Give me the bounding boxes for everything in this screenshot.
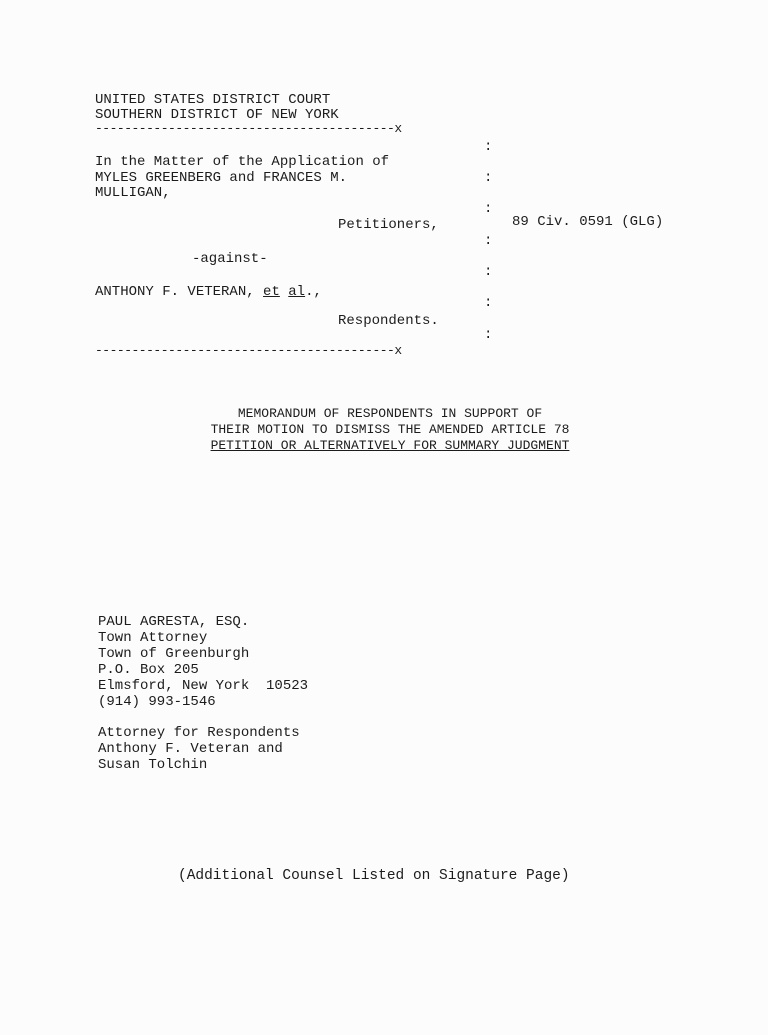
- al-italic: al: [288, 284, 306, 300]
- caption-colon: :: [484, 170, 493, 186]
- caption-colon: :: [484, 201, 493, 217]
- respondent-name: ANTHONY F. VETERAN,: [95, 284, 255, 300]
- caption-colon: :: [484, 327, 493, 343]
- counsel-office: Town of Greenburgh: [98, 646, 250, 662]
- memo-title-line-2: THEIR MOTION TO DISMISS THE AMENDED ARTICLE 78: [210, 422, 570, 437]
- matter-line-2: MYLES GREENBERG and FRANCES M.: [95, 170, 348, 186]
- caption-colon: :: [484, 233, 493, 249]
- respondents-label: Respondents.: [338, 313, 439, 329]
- caption-colon: :: [484, 139, 493, 155]
- court-name: UNITED STATES DISTRICT COURT: [95, 92, 331, 108]
- memo-title-line-1: MEMORANDUM OF RESPONDENTS IN SUPPORT OF: [237, 406, 543, 421]
- against-label: -against-: [192, 251, 268, 267]
- counsel-box: P.O. Box 205: [98, 662, 199, 678]
- respondent-line: [95, 284, 322, 300]
- counsel-client-1: Anthony F. Veteran and: [98, 741, 283, 757]
- counsel-role: Attorney for Respondents: [98, 725, 300, 741]
- additional-counsel-note: (Additional Counsel Listed on Signature Page): [178, 868, 570, 884]
- caption-rule-top: -----------------------------------------x: [95, 121, 402, 136]
- matter-line-1: In the Matter of the Application of: [95, 154, 390, 170]
- memo-title-line-3-text: PETITION OR ALTERNATIVELY FOR SUMMARY JUDGMENT: [210, 438, 570, 453]
- petitioners-label: Petitioners,: [338, 217, 439, 233]
- caption-rule-bottom: -----------------------------------------x: [95, 343, 402, 358]
- counsel-title: Town Attorney: [98, 630, 208, 646]
- case-number: 89 Civ. 0591 (GLG): [512, 214, 664, 230]
- counsel-city: Elmsford, New York 10523: [98, 678, 309, 694]
- caption-colon: :: [484, 295, 493, 311]
- counsel-phone: (914) 993-1546: [98, 694, 216, 710]
- counsel-name: PAUL AGRESTA, ESQ.: [98, 614, 250, 630]
- matter-line-3: MULLIGAN,: [95, 185, 171, 201]
- court-district: SOUTHERN DISTRICT OF NEW YORK: [95, 107, 339, 123]
- al-suffix: .,: [305, 284, 322, 300]
- et-italic: et: [263, 284, 280, 300]
- caption-colon: :: [484, 264, 493, 280]
- memo-title-line-3: [150, 438, 630, 454]
- counsel-client-2: Susan Tolchin: [98, 757, 208, 773]
